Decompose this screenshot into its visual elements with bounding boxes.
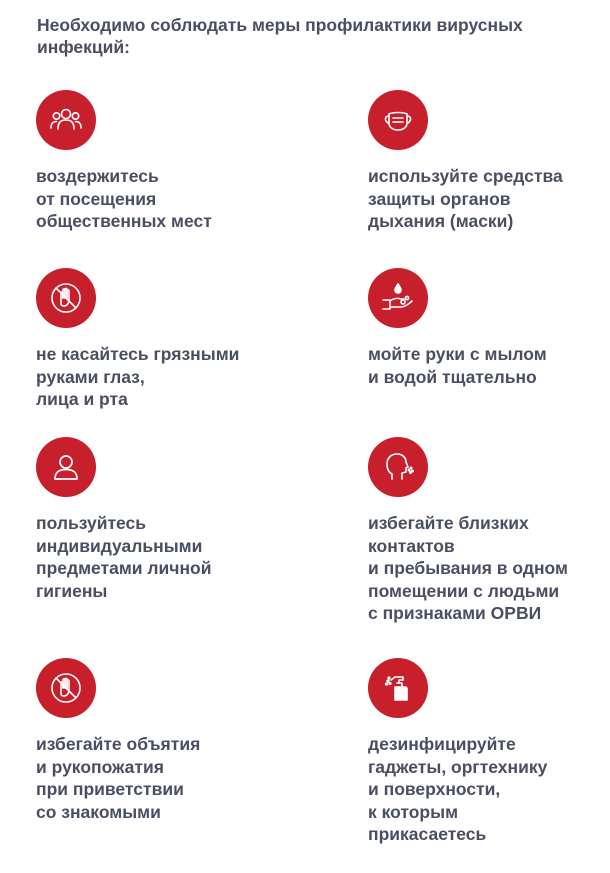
tip-text: не касайтесь грязными руками глаз, лица и рта [36, 344, 240, 409]
tip-avoid-contacts [368, 437, 610, 625]
tip-text: дезинфицируйте гаджеты, оргтехнику и поверхности, к которым прикасаетесь [368, 734, 548, 844]
tip-text: избегайте близких контактов и пребывания в одном помещении с людьми с признаками ОРВИ [368, 513, 568, 623]
tip-text: избегайте объятия и рукопожатия при приветствии со знакомыми [36, 734, 201, 822]
tip-no-touch-face [36, 268, 276, 411]
tip-avoid-public-places [36, 90, 276, 233]
tip-wear-mask [368, 90, 610, 233]
people-icon [36, 90, 96, 150]
person-icon [36, 437, 96, 497]
spray-bottle-icon [368, 658, 428, 718]
wash-hands-icon [368, 268, 428, 328]
tip-text: пользуйтесь индивидуальными предметами личной гигиены [36, 513, 212, 601]
tip-text: используйте средства защиты органов дыхания (маски) [368, 166, 563, 231]
tip-text: воздержитесь от посещения общественных мест [36, 166, 212, 231]
page-title: Необходимо соблюдать меры профилактики вирусных инфекций: [37, 15, 523, 57]
tip-disinfect [368, 658, 610, 846]
sneeze-head-icon [368, 437, 428, 497]
mask-icon [368, 90, 428, 150]
no-touch-hand-icon [36, 268, 96, 328]
tip-personal-hygiene [36, 437, 276, 602]
tip-wash-hands [368, 268, 610, 388]
tip-no-handshake [36, 658, 276, 823]
tip-text: мойте руки с мылом и водой тщательно [368, 344, 547, 387]
no-handshake-icon [36, 658, 96, 718]
